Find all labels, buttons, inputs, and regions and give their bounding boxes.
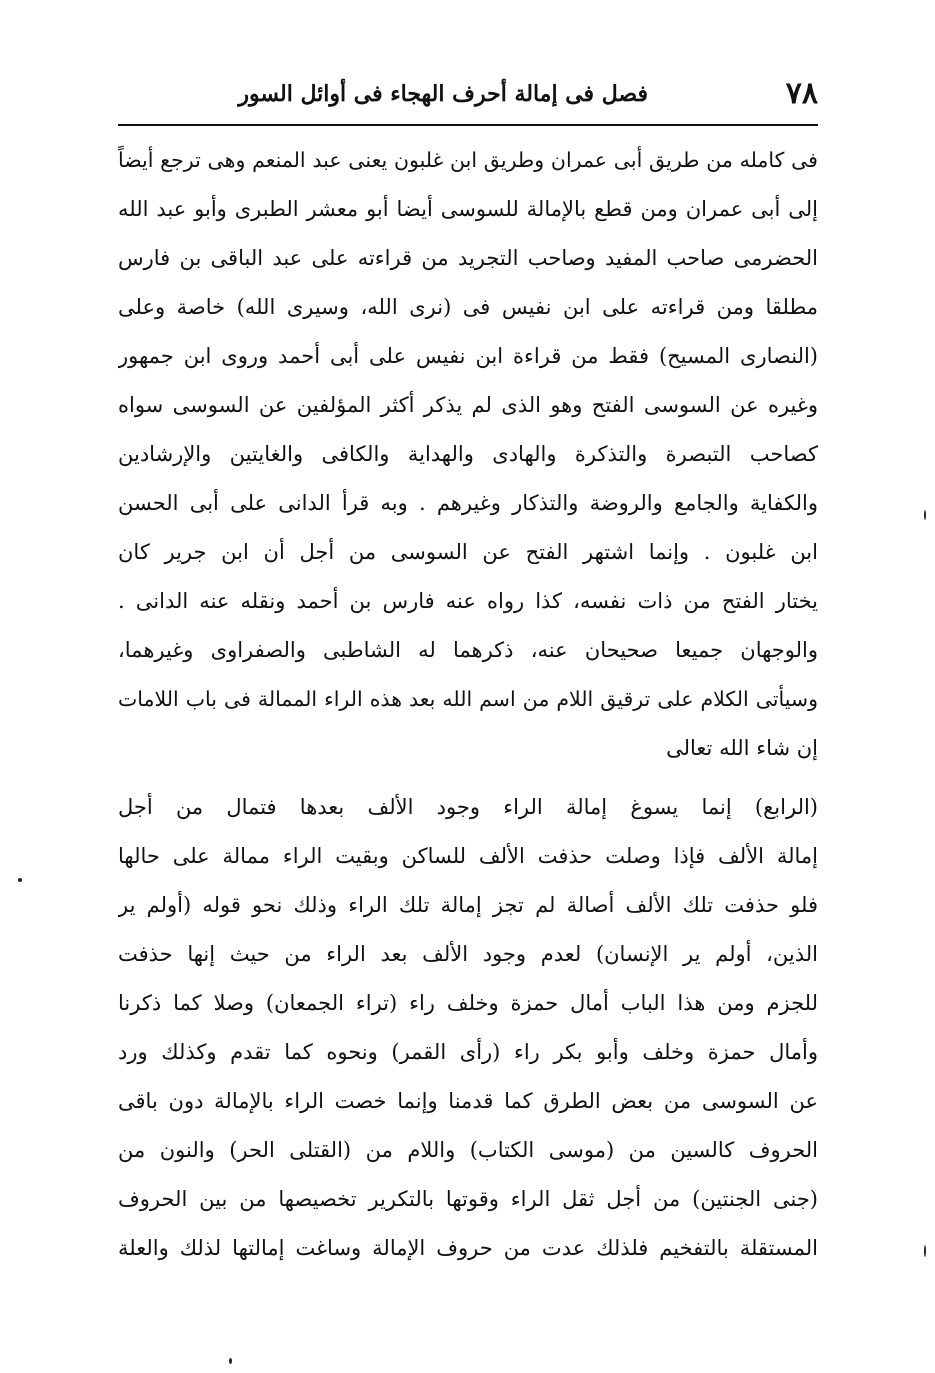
header-rule: [118, 124, 818, 126]
text-line: الحضرمى صاحب المفيد وصاحب التجريد من قراءته على عبد الباقى بن فارس: [118, 246, 818, 270]
text-line: (النصارى المسيح) فقط من قراءة ابن نفيس على أبى أحمد وروى ابن جمهور: [118, 344, 818, 368]
text-line: إن شاء الله تعالى: [666, 736, 818, 760]
text-line: والكفاية والجامع والروضة والتذكار وغيرهم . وبه قرأ الدانى على أبى الحسن: [118, 491, 818, 515]
page-number: ٧٨: [785, 76, 818, 111]
text-line: الذين، أولم ير الإنسان) لعدم وجود الألف بعد الراء من حيث إنها حذفت: [118, 942, 818, 966]
scan-speck: [924, 1245, 926, 1257]
text-line: وأمال حمزة وخلف وأبو بكر راء (رأى القمر) ونحوه كما تقدم وكذلك ورد: [118, 1040, 818, 1064]
paragraph-2: [118, 783, 818, 1273]
text-line: للجزم ومن هذا الباب أمال حمزة وخلف راء (تراء الجمعان) وصلا كما ذكرنا: [118, 991, 818, 1015]
text-line: وغيره عن السوسى الفتح وهو الذى لم يذكر أكثر المؤلفين عن السوسى سواه: [118, 393, 818, 417]
text-line: مطلقا ومن قراءته على ابن نفيس فى (نرى الله، وسيرى الله) خاصة وعلى: [118, 295, 818, 319]
text-line: (جنى الجنتين) من أجل ثقل الراء وقوتها بالتكرير تخصيصها من بين الحروف: [118, 1187, 818, 1211]
running-title: فصل فى إمالة أحرف الهجاء فى أوائل السور: [238, 81, 648, 107]
text-line: ابن غلبون . وإنما اشتهر الفتح عن السوسى من أجل أن ابن جرير كان: [118, 540, 818, 564]
scan-speck: [229, 1358, 232, 1364]
text-line: يختار الفتح من ذات نفسه، كذا رواه عنه فارس بن أحمد ونقله عنه الدانى .: [118, 589, 818, 613]
body-text: [118, 136, 818, 1273]
text-line: المستقلة بالتفخيم فلذلك عدت من حروف الإمالة وساغت إمالتها لذلك والعلة: [118, 1236, 818, 1260]
text-line: (الرابع) إنما يسوغ إمالة الراء وجود الألف بعدها فتمال من أجل: [118, 795, 818, 819]
text-line: والوجهان جميعا صحيحان عنه، ذكرهما له الشاطبى والصفراوى وغيرهما،: [118, 638, 818, 662]
paragraph-1: [118, 136, 818, 773]
text-line: الحروف كالسين من (موسى الكتاب) واللام من (القتلى الحر) والنون من: [118, 1138, 818, 1162]
scan-speck: [18, 878, 22, 882]
text-line: عن السوسى من بعض الطرق كما قدمنا وإنما خصت الراء بالإمالة دون باقى: [118, 1089, 818, 1113]
paragraph-gap: [118, 773, 818, 783]
text-line: إلى أبى عمران ومن قطع بالإمالة للسوسى أيضا أبو معشر الطبرى وأبو عبد الله: [118, 197, 818, 221]
text-line: إمالة الألف فإذا وصلت حذفت الألف للساكن وبقيت الراء ممالة على حالها: [118, 844, 818, 868]
page-header: [118, 74, 818, 114]
text-line: فلو حذفت تلك الألف أصالة لم تجز إمالة تلك الراء وذلك نحو قوله (أولم ير: [118, 893, 818, 917]
text-line: كصاحب التبصرة والتذكرة والهادى والهداية والكافى والغايتين والإرشادين: [118, 442, 818, 466]
text-line: وسيأتى الكلام على ترقيق اللام من اسم الله بعد هذه الراء الممالة فى باب اللامات: [118, 687, 818, 711]
scan-speck: [924, 510, 926, 520]
text-line: فى كامله من طريق أبى عمران وطريق ابن غلبون يعنى عبد المنعم وهى ترجع أيضاً: [118, 148, 818, 172]
